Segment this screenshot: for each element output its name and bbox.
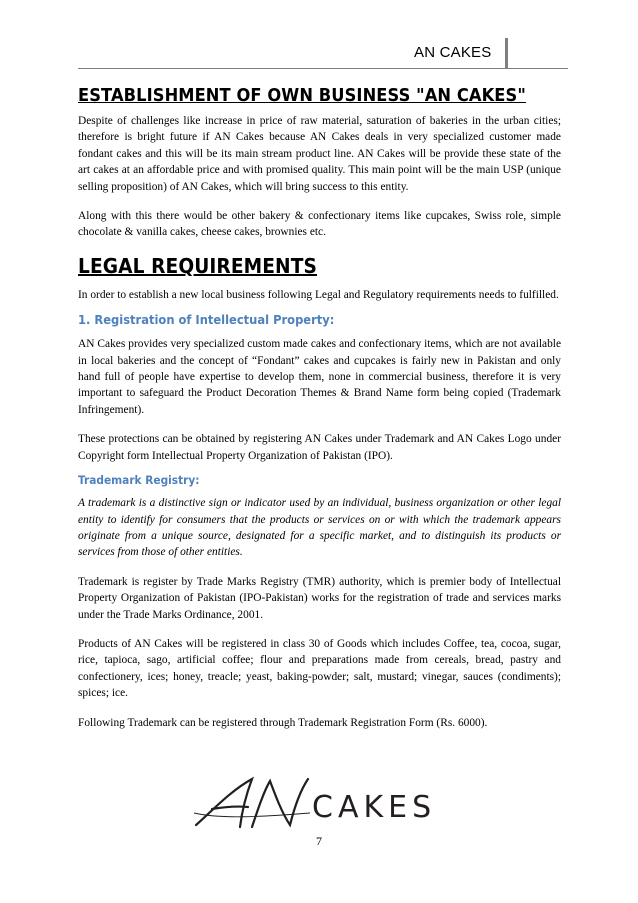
trademark-registry-heading: Trademark Registry:: [78, 473, 200, 488]
header-rule: [78, 68, 568, 69]
establishment-paragraph: Despite of challenges like increase in price of raw material, saturation of bakeries in the urban cities; therefore is bright future if AN Cakes because AN Cakes deals in very specialized customer made fondant cakes and this will be its main stream product line. AN Cakes will be provide these state of the art cakes at an affordable price and with promised quality. This main point will be the main USP (unique selling proposition) of AN Cakes, which will bring success to this entity.: [78, 115, 561, 193]
ip-registration-heading: 1. Registration of Intellectual Property:: [78, 312, 335, 328]
an-cakes-logo: [190, 773, 460, 833]
page-content: [78, 86, 561, 744]
trademark-paragraph: Trademark is register by Trade Marks Registry (TMR) authority, which is premier body of Intellectual Property Organization of Pakistan (IPO-Pakistan) works for the registration of trade and services marks under the Trade Marks Ordinance, 2001.: [78, 575, 561, 621]
trademark-paragraph: Following Trademark can be registered through Trademark Registration Form (Rs. 6000).: [78, 716, 488, 729]
logo-monogram-a: [196, 779, 252, 827]
logo-monogram-n: [252, 779, 308, 827]
ip-paragraph: These protections can be obtained by registering AN Cakes under Trademark and AN Cakes Logo under Copyright form Intellectual Property Organization of Pakistan (IPO).: [78, 433, 561, 462]
establishment-paragraph: Along with this there would be other bakery & confectionary items like cupcakes, Swiss role, simple chocolate & vanilla cakes, cheese cakes, brownies etc.: [78, 210, 561, 239]
establishment-heading: ESTABLISHMENT OF OWN BUSINESS "AN CAKES": [78, 86, 526, 106]
trademark-definition: A trademark is a distinctive sign or indicator used by an individual, business organization or other legal entity to identify for consumers that the products or services on or with which the trademark appears originate from a unique source, designated for a specific market, and to distinguish its products or services from those of other entities.: [78, 497, 561, 559]
legal-requirements-heading: LEGAL REQUIREMENTS: [78, 253, 317, 278]
logo-wordmark: CAKES: [312, 790, 437, 825]
page-number: 7: [316, 834, 322, 848]
ip-paragraph: AN Cakes provides very specialized custom made cakes and confectionary items, which are not available in local bakeries and the concept of “Fondant” cakes and cupcakes is fairly new in Pakistan and only hand full of people have expertise to develop them, none in commercial business, therefore it is very important to safeguard the Product Decoration Themes & Brand Name form being copied (Trademark Infringement).: [78, 338, 561, 416]
legal-intro-paragraph: In order to establish a new local business following Legal and Regulatory requirements needs to fulfilled.: [78, 288, 559, 301]
trademark-paragraph: Products of AN Cakes will be registered in class 30 of Goods which includes Coffee, tea, cocoa, sugar, rice, tapioca, sago, artificial coffee; flour and preparations made from cereals, bread, pastry and confectionery, ices; honey, treacle; yeast, baking-powder; salt, mustard; vinegar, sauces (condiments); spices; ice.: [78, 637, 561, 700]
header-title: AN CAKES: [414, 44, 492, 61]
header-divider-bar: [505, 38, 508, 68]
page-header: [0, 0, 638, 80]
